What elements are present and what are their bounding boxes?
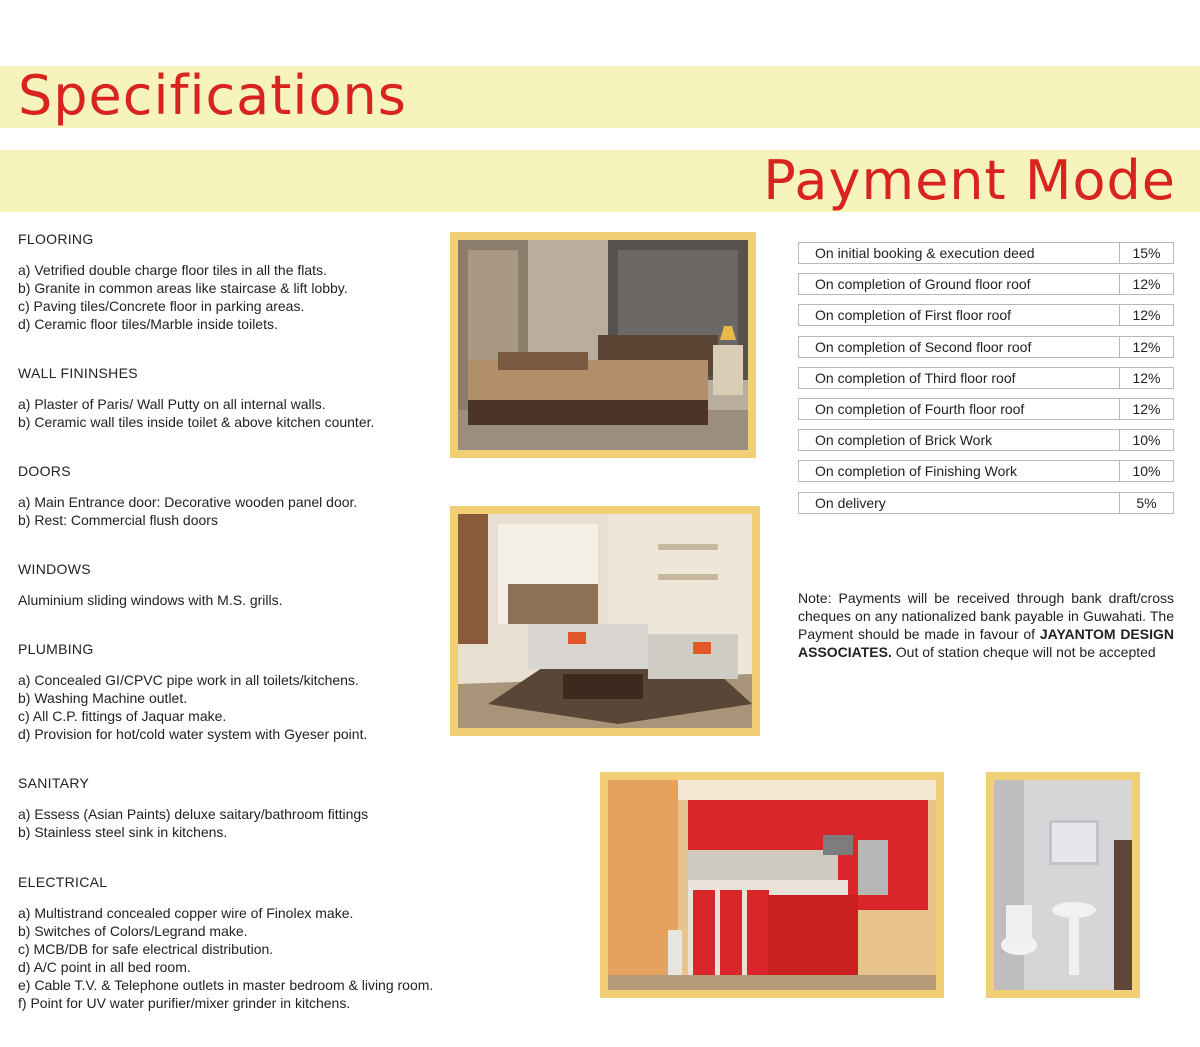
spec-line: c) Paving tiles/Concrete floor in parking areas. [18,298,305,314]
payment-percent: 12% [1119,305,1173,325]
payment-percent: 10% [1119,461,1173,481]
payment-percent: 5% [1119,493,1173,513]
spec-line: c) All C.P. fittings of Jaquar make. [18,708,227,724]
spec-line: b) Ceramic wall tiles inside toilet & above kitchen counter. [18,414,375,430]
payment-stage: On initial booking & execution deed [815,245,1035,261]
spec-line: d) A/C point in all bed room. [18,959,191,975]
spec-line: b) Rest: Commercial flush doors [18,512,218,528]
payment-stage: On completion of Brick Work [815,432,993,449]
payment-percent: 10% [1119,430,1173,450]
note-text-end: Out of station cheque will not be accepted [891,644,1156,660]
payment-row [798,367,1174,389]
payment-row [798,429,1174,451]
spec-section-sanitary [18,774,518,841]
spec-line: b) Washing Machine outlet. [18,690,188,706]
spec-line: f) Point for UV water purifier/mixer grinder in kitchens. [18,995,351,1011]
living-room-photo [450,506,760,736]
spec-section-electrical [18,873,518,1012]
spec-line: b) Switches of Colors/Legrand make. [18,923,248,939]
spec-line: a) Vetrified double charge floor tiles in all the flats. [18,262,327,278]
payment-stage: On completion of Ground floor roof [815,276,1031,293]
spec-line: a) Essess (Asian Paints) deluxe saitary/bathroom fittings [18,806,369,822]
payment-percent: 12% [1119,337,1173,357]
spec-title: ELECTRICAL [18,874,108,890]
kitchen-photo [600,772,944,998]
payment-percent: 12% [1119,368,1173,388]
payment-row [798,242,1174,264]
payment-stage: On completion of Third floor roof [815,369,1016,386]
payment-percent: 12% [1119,274,1173,294]
spec-line: a) Concealed GI/CPVC pipe work in all toilets/kitchens. [18,672,359,688]
payment-mode-heading: Payment Mode [763,149,1176,212]
spec-section-flooring [18,230,518,333]
payment-row [798,398,1174,420]
spec-line: b) Stainless steel sink in kitchens. [18,824,228,840]
spec-title: WALL FININSHES [18,365,138,381]
payment-row [798,304,1174,326]
payment-row [798,492,1174,514]
spec-section-windows [18,560,518,609]
specifications-heading: Specifications [18,64,407,127]
company-name: JAYANTOM DESIGN ASSOCIATES. [798,626,1174,660]
payment-row [798,460,1174,482]
payment-stage: On completion of Fourth floor roof [815,400,1025,417]
payment-note [798,589,1174,661]
spec-title: WINDOWS [18,561,91,577]
spec-line: e) Cable T.V. & Telephone outlets in master bedroom & living room. [18,977,434,993]
spec-section-doors [18,462,518,529]
spec-section-wall-finishes [18,364,518,431]
spec-line: b) Granite in common areas like staircase & lift lobby. [18,280,348,296]
spec-title: SANITARY [18,775,90,791]
payment-schedule-table [798,242,1174,523]
payment-percent: 15% [1119,243,1173,263]
spec-line: a) Multistrand concealed copper wire of Finolex make. [18,905,354,921]
payment-percent: 12% [1119,399,1173,419]
spec-line: d) Ceramic floor tiles/Marble inside toilets. [18,316,278,332]
payment-stage: On completion of First floor roof [815,307,1012,324]
payment-stage: On delivery [815,494,886,511]
payment-row [798,273,1174,295]
spec-line: Aluminium sliding windows with M.S. grills. [18,592,283,608]
spec-section-plumbing [18,640,518,743]
bedroom-photo [450,232,756,458]
spec-title: FLOORING [18,231,94,247]
payment-stage: On completion of Second floor roof [815,338,1032,355]
note-text: Note: Payments will be received through bank draft/cross cheques on any nationalized bank payable in Guwahati. The Payment should be made in favour of [798,590,1174,642]
spec-line: a) Main Entrance door: Decorative wooden panel door. [18,494,358,510]
payment-stage: On completion of Finishing Work [815,463,1018,480]
payment-row [798,336,1174,358]
spec-line: a) Plaster of Paris/ Wall Putty on all internal walls. [18,396,326,412]
bathroom-photo [986,772,1140,998]
spec-title: DOORS [18,463,71,479]
spec-line: c) MCB/DB for safe electrical distribution. [18,941,274,957]
spec-line: d) Provision for hot/cold water system with Gyeser point. [18,726,368,742]
spec-title: PLUMBING [18,641,94,657]
